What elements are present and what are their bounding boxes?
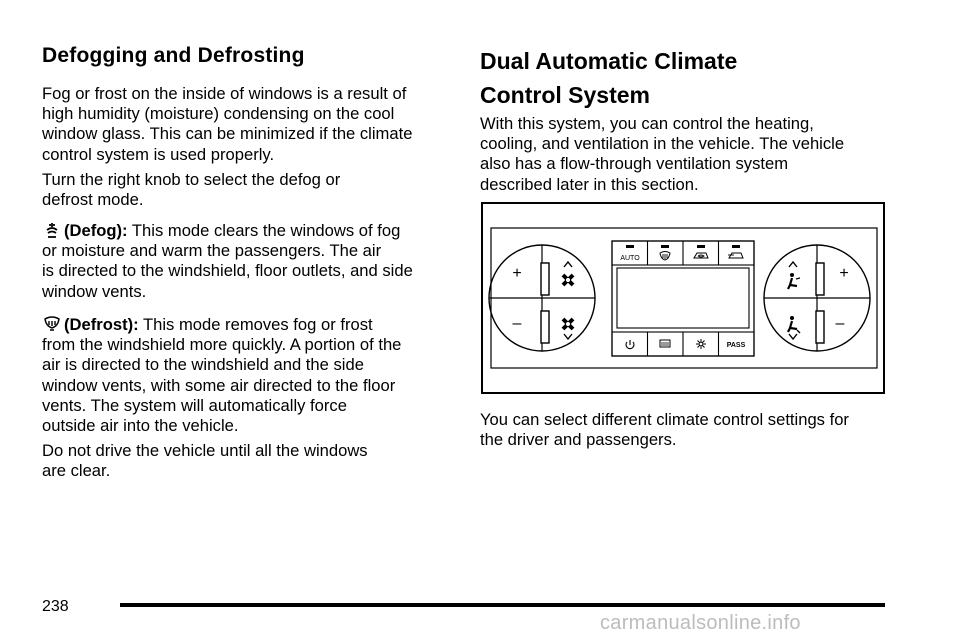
chevron-up-icon xyxy=(789,262,797,267)
fan-low-icon xyxy=(563,319,573,329)
outside-air-button-icon[interactable] xyxy=(728,253,743,258)
text-line: described later in this section. xyxy=(480,174,699,194)
defrost-button-icon[interactable] xyxy=(660,252,670,261)
driver-temp-plus: + xyxy=(512,265,522,282)
passenger-temp-minus: – xyxy=(835,315,845,332)
text-line: Fog or frost on the inside of windows is a result of xyxy=(42,84,407,103)
knob-instruction xyxy=(42,170,340,210)
text-line: from the windshield more quickly. A portion of the xyxy=(42,335,402,355)
recirculation-button-icon[interactable] xyxy=(694,253,708,258)
text-line: With this system, you can control the heating, xyxy=(480,114,814,133)
heading-line: Dual Automatic Climate xyxy=(480,48,738,74)
defrost-label: (Defrost): xyxy=(64,315,139,334)
ac-button-icon[interactable] xyxy=(696,339,706,349)
climate-settings-paragraph xyxy=(480,410,849,450)
text-line: window vents, with some air directed to the floor xyxy=(42,375,396,395)
climate-panel-illustration xyxy=(483,204,883,392)
indicator-light xyxy=(626,245,634,248)
display-screen xyxy=(617,268,749,328)
driver-knob xyxy=(489,245,595,351)
fan-high-icon xyxy=(563,275,573,285)
watermark: carmanualsonline.info xyxy=(600,612,801,634)
text-line: Turn the right knob to select the defog or xyxy=(42,170,341,189)
chevron-down-icon xyxy=(564,334,572,339)
warning-paragraph xyxy=(42,441,368,481)
text-line: control system is used properly. xyxy=(42,144,275,164)
power-button-icon[interactable] xyxy=(626,340,634,349)
text-line: vents. The system will automatically force xyxy=(42,395,347,415)
text-line: air is directed to the windshield and the side xyxy=(42,355,364,375)
text-line: also has a flow-through ventilation system xyxy=(480,154,789,174)
defog-label: (Defog): xyxy=(64,221,128,240)
indicator-light xyxy=(697,245,705,248)
indicator-light xyxy=(661,245,669,248)
passenger-knob xyxy=(764,245,870,351)
text-line: window vents. xyxy=(42,281,147,301)
text-line: defrost mode. xyxy=(42,190,144,210)
chevron-up-icon xyxy=(564,262,572,267)
defog-icon xyxy=(42,222,62,238)
text-line: This mode removes fog or frost xyxy=(142,315,373,334)
passenger-temp-slot-bottom xyxy=(816,311,824,343)
text-line: Do not drive the vehicle until all the windows xyxy=(42,441,368,460)
section-heading-defogging: Defogging and Defrosting xyxy=(42,44,305,67)
driver-temp-minus: – xyxy=(512,315,522,332)
auto-button[interactable]: AUTO xyxy=(620,255,640,262)
climate-intro-paragraph xyxy=(480,114,844,195)
vent-mode-icon xyxy=(788,273,800,289)
defrost-paragraph xyxy=(42,315,401,436)
heading-line: Control System xyxy=(480,82,650,108)
climate-control-panel-figure xyxy=(481,202,885,394)
chevron-down-icon xyxy=(789,334,797,339)
text-line: You can select different climate control settings for xyxy=(480,410,849,429)
text-line: is directed to the windshield, floor outlets, and side xyxy=(42,261,413,281)
text-line: window glass. This can be minimized if the climate xyxy=(42,124,413,144)
text-line: This mode clears the windows of fog xyxy=(131,221,401,240)
text-line: are clear. xyxy=(42,461,111,481)
footer-rule xyxy=(120,603,885,607)
text-line: or moisture and warm the passengers. The air xyxy=(42,241,382,261)
intro-paragraph xyxy=(42,84,412,165)
rear-defrost-button-icon[interactable] xyxy=(660,340,670,347)
driver-temp-slot-top xyxy=(541,263,549,295)
text-line: cooling, and ventilation in the vehicle. The vehicle xyxy=(480,134,845,154)
passenger-temp-slot-top xyxy=(816,263,824,295)
page-number: 238 xyxy=(42,598,69,615)
indicator-light xyxy=(732,245,740,248)
passenger-temp-plus: + xyxy=(839,265,849,282)
center-control-panel xyxy=(612,241,754,356)
floor-mode-icon xyxy=(788,316,800,333)
defrost-icon xyxy=(42,316,62,332)
text-line: outside air into the vehicle. xyxy=(42,416,239,436)
pass-button[interactable]: PASS xyxy=(726,342,746,349)
driver-temp-slot-bottom xyxy=(541,311,549,343)
text-line: the driver and passengers. xyxy=(480,430,677,450)
text-line: high humidity (moisture) condensing on the cool xyxy=(42,104,395,124)
defog-paragraph xyxy=(42,221,413,302)
section-heading-climate xyxy=(480,44,737,112)
